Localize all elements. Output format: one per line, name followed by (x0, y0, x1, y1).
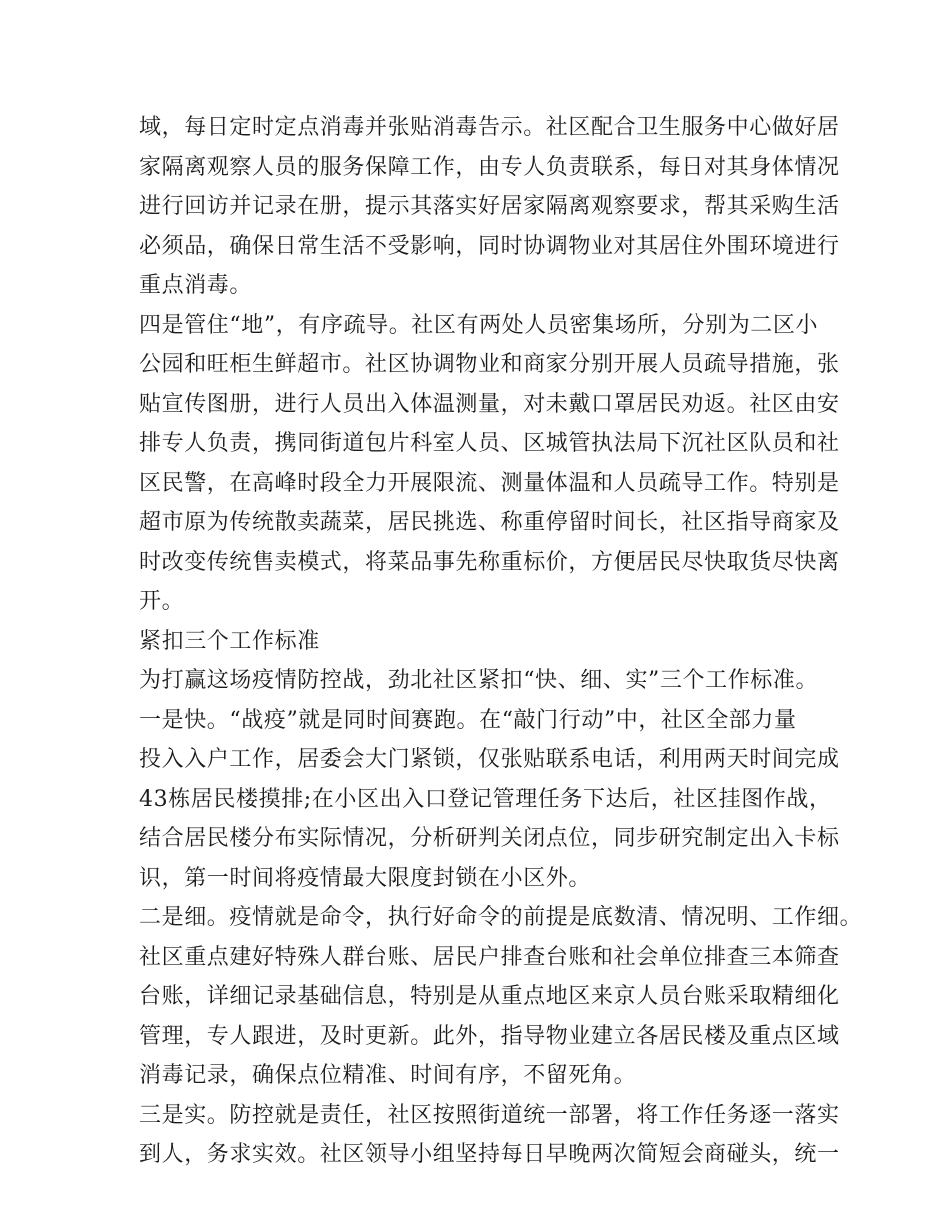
text-line: 域，每日定时定点消毒并张贴消毒告示。社区配合卫生服务中心做好居 (139, 115, 840, 140)
text-line: 区民警，在高峰时段全力开展限流、测量体温和人员疏导工作。特别是 (139, 470, 840, 496)
text-line: 为打赢这场疫情防控战，劲北社区紧扣“快、细、实”三个工作标准。 (139, 668, 819, 693)
text-line: 四是管住“地”，有序疏导。社区有两处人员密集场所，分别为二区小 (139, 312, 819, 338)
text-line: 识，第一时间将疫情最大限度封锁在小区外。 (139, 865, 592, 891)
text-line: 社区重点建好特殊人群台账、居民户排查台账和社会单位排查三本筛查 (139, 944, 840, 970)
text-line: 家隔离观察人员的服务保障工作，由专人负责联系，每日对其身体情况 (139, 154, 840, 180)
text-line: 三是实。防控就是责任，社区按照街道统一部署，将工作任务逐一落实 (139, 1102, 840, 1128)
text-line: 排专人负责，携同街道包片科室人员、区城管执法局下沉社区队员和社 (139, 431, 840, 456)
text-line: 公园和旺柜生鲜超市。社区协调物业和商家分别开展人员疏导措施，张 (139, 352, 840, 377)
text-line: 进行回访并记录在册，提示其落实好居家隔离观察要求，帮其采购生活 (139, 194, 840, 219)
text-line: 一是快。“战疫”就是同时间赛跑。在“敲门行动”中，社区全部力量 (139, 707, 797, 733)
section-heading: 紧扣三个工作标准 (139, 628, 320, 654)
text-line: 重点消毒。 (139, 273, 253, 298)
text-line: 43栋居民楼摸排;在小区出入口登记管理任务下达后，社区挂图作战， (139, 786, 832, 812)
text-line: 到人，务求实效。社区领导小组坚持每日早晚两次简短会商碰头，统一 (139, 1142, 840, 1167)
text-line: 消毒记录，确保点位精准、时间有序，不留死角。 (139, 1063, 637, 1088)
text-line: 超市原为传统散卖蔬菜，居民挑选、称重停留时间长，社区指导商家及 (139, 510, 840, 535)
text-line: 时改变传统售卖模式，将菜品事先称重标价，方便居民尽快取货尽快离 (139, 549, 840, 575)
text-line: 结合居民楼分布实际情况，分析研判关闭点位，同步研究制定出入卡标 (139, 826, 840, 851)
text-line: 必须品，确保日常生活不受影响，同时协调物业对其居住外围环境进行 (139, 233, 840, 259)
document-body (139, 108, 863, 1175)
text-line: 开。 (139, 589, 185, 614)
text-line: 投入入户工作，居委会大门紧锁，仅张贴联系电话，利用两天时间完成 (139, 747, 840, 772)
text-line: 台账，详细记录基础信息，特别是从重点地区来京人员台账采取精细化 (139, 984, 840, 1009)
text-line: 二是细。疫情就是命令，执行好命令的前提是底数清、情况明、工作细。 (139, 905, 863, 930)
text-line: 管理，专人跟进，及时更新。此外，指导物业建立各居民楼及重点区域 (139, 1023, 840, 1049)
text-line: 贴宣传图册，进行人员出入体温测量，对未戴口罩居民劝返。社区由安 (139, 391, 840, 417)
